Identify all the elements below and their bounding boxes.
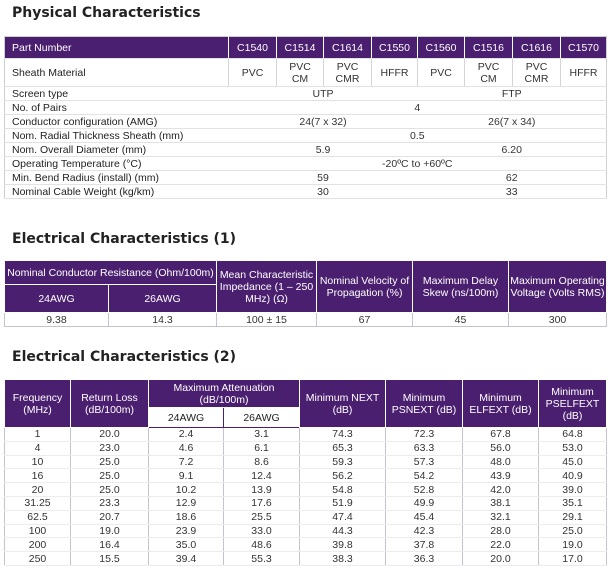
return-loss-value: 16.4 [71,538,149,552]
row-value: 6.20 [418,143,607,157]
elfext-value: 42.0 [463,483,539,497]
voltage-value: 300 [509,313,607,327]
psnext-value: 36.3 [386,552,463,566]
awg26-header: 26AWG [109,285,217,313]
next-value: 44.3 [300,524,386,538]
frequency-value: 16 [5,469,71,483]
psnext-value: 57.3 [386,455,463,469]
att26-value: 48.6 [224,538,300,552]
att26-value: 17.6 [224,496,300,510]
electrical2-table [4,379,607,566]
electrical1-title: Electrical Characteristics (1) [12,231,237,247]
row-value: 30 [229,185,418,199]
electrical2-data-row [5,441,607,455]
temperature-row [5,157,607,171]
row-label: Screen type [5,87,229,101]
row-value: 5.9 [229,143,418,157]
elfext-value: 48.0 [463,455,539,469]
row-value: 26(7 x 34) [418,115,607,129]
next-value: 47.4 [300,510,386,524]
return-loss-value: 25.0 [71,455,149,469]
part-number-cell: C1570 [561,37,607,59]
row-value: 24(7 x 32) [229,115,418,129]
row-value: 62 [418,171,607,185]
part-number-cell: C1550 [372,37,418,59]
frequency-value: 62.5 [5,510,71,524]
pselfext-value: 40.9 [539,469,607,483]
return-loss-value: 25.0 [71,483,149,497]
electrical2-header-row [5,380,607,408]
row-label: Nominal Cable Weight (kg/km) [5,185,229,199]
att24-value: 10.2 [149,483,224,497]
resistance-header: Nominal Conductor Resistance (Ohm/100m) [5,261,217,285]
pselfext-value: 53.0 [539,441,607,455]
psnext-value: 45.4 [386,510,463,524]
electrical2-data-row [5,455,607,469]
elfext-value: 43.9 [463,469,539,483]
row-label: No. of Pairs [5,101,229,115]
att24-value: 12.9 [149,496,224,510]
electrical2-data-row [5,510,607,524]
velocity-value: 67 [317,313,413,327]
next-value: 38.3 [300,552,386,566]
att26-value: 33.0 [224,524,300,538]
part-number-cell: C1614 [324,37,372,59]
return-loss-value: 23.0 [71,441,149,455]
elfext-header: Minimum ELFEXT (dB) [463,380,539,428]
elfext-value: 38.1 [463,496,539,510]
att24-value: 7.2 [149,455,224,469]
next-value: 51.9 [300,496,386,510]
next-value: 74.3 [300,428,386,442]
psnext-value: 52.8 [386,483,463,497]
att26-value: 12.4 [224,469,300,483]
next-value: 54.8 [300,483,386,497]
electrical1-table [4,260,607,327]
physical-title: Physical Characteristics [12,5,201,21]
electrical2-data-row [5,428,607,442]
sheath-cell: HFFR [372,59,418,87]
elfext-value: 20.0 [463,552,539,566]
next-value: 39.8 [300,538,386,552]
pselfext-header: Minimum PSELFEXT (dB) [539,380,607,428]
thickness-row [5,129,607,143]
skew-value: 45 [413,313,509,327]
electrical2-data-row [5,552,607,566]
psnext-value: 72.3 [386,428,463,442]
pselfext-value: 25.0 [539,524,607,538]
att24-value: 23.9 [149,524,224,538]
conductor-row [5,115,607,129]
sheath-cell: PVC CMR [513,59,561,87]
row-value: 33 [418,185,607,199]
physical-table [4,36,607,199]
part-number-cell: C1514 [277,37,324,59]
sheath-cell: PVC CM [277,59,324,87]
part-number-row [5,37,607,59]
sheath-row [5,59,607,87]
return-loss-value: 20.7 [71,510,149,524]
row-value: 59 [229,171,418,185]
resistance-26-value: 14.3 [109,313,217,327]
row-label: Nom. Radial Thickness Sheath (mm) [5,129,229,143]
att24-value: 18.6 [149,510,224,524]
return-loss-value: 25.0 [71,469,149,483]
pselfext-value: 64.8 [539,428,607,442]
part-number-cell: C1540 [229,37,277,59]
diameter-row [5,143,607,157]
row-label: Operating Temperature (°C) [5,157,229,171]
attenuation-header: Maximum Attenuation (dB/100m) [149,380,300,408]
pselfext-value: 29.1 [539,510,607,524]
att24-value: 4.6 [149,441,224,455]
screen-row [5,87,607,101]
frequency-header: Frequency (MHz) [5,380,71,428]
row-value: UTP [229,87,418,101]
electrical2-data-row [5,538,607,552]
next-value: 65.3 [300,441,386,455]
row-label: Conductor configuration (AMG) [5,115,229,129]
awg24-header: 24AWG [5,285,109,313]
electrical2-data-row [5,483,607,497]
row-label: Min. Bend Radius (install) (mm) [5,171,229,185]
sheath-cell: PVC [229,59,277,87]
sheath-cell: HFFR [561,59,607,87]
row-value: 4 [229,101,607,115]
return-loss-value: 19.0 [71,524,149,538]
weight-row [5,185,607,199]
row-value: 0.5 [229,129,607,143]
att24-value: 2.4 [149,428,224,442]
pselfext-value: 19.0 [539,538,607,552]
row-label: Nom. Overall Diameter (mm) [5,143,229,157]
att26-value: 13.9 [224,483,300,497]
bend-row [5,171,607,185]
electrical2-data-row [5,524,607,538]
resistance-24-value: 9.38 [5,313,109,327]
frequency-value: 100 [5,524,71,538]
att26-value: 6.1 [224,441,300,455]
return-loss-header: Return Loss (dB/100m) [71,380,149,428]
part-number-label: Part Number [5,37,229,59]
part-number-cell: C1516 [465,37,513,59]
psnext-value: 37.8 [386,538,463,552]
voltage-header: Maximum Operating Voltage (Volts RMS) [509,261,607,313]
elfext-value: 28.0 [463,524,539,538]
pselfext-value: 45.0 [539,455,607,469]
impedance-value: 100 ± 15 [217,313,317,327]
sheath-cell: PVC CM [465,59,513,87]
impedance-header: Mean Characteristic Impedance (1 – 250 MHz) (Ω) [217,261,317,313]
att26-value: 55.3 [224,552,300,566]
psnext-value: 54.2 [386,469,463,483]
next-value: 59.3 [300,455,386,469]
att26-header: 26AWG [224,408,300,428]
att26-value: 8.6 [224,455,300,469]
electrical1-data-row [5,313,607,327]
frequency-value: 31.25 [5,496,71,510]
att24-value: 35.0 [149,538,224,552]
row-value: -20ºC to +60ºC [229,157,607,171]
row-value: FTP [418,87,607,101]
part-number-cell: C1616 [513,37,561,59]
elfext-value: 67.8 [463,428,539,442]
pselfext-value: 39.0 [539,483,607,497]
att24-value: 9.1 [149,469,224,483]
frequency-value: 10 [5,455,71,469]
att26-value: 3.1 [224,428,300,442]
psnext-value: 42.3 [386,524,463,538]
sheath-cell: PVC CMR [324,59,372,87]
next-value: 56.2 [300,469,386,483]
skew-header: Maximum Delay Skew (ns/100m) [413,261,509,313]
part-number-cell: C1560 [418,37,465,59]
sheath-cell: PVC [418,59,465,87]
pairs-row [5,101,607,115]
att24-value: 39.4 [149,552,224,566]
velocity-header: Nominal Velocity of Propagation (%) [317,261,413,313]
electrical2-data-row [5,496,607,510]
return-loss-value: 15.5 [71,552,149,566]
psnext-value: 49.9 [386,496,463,510]
electrical1-header-row [5,261,607,285]
frequency-value: 4 [5,441,71,455]
elfext-value: 32.1 [463,510,539,524]
return-loss-value: 23.3 [71,496,149,510]
frequency-value: 200 [5,538,71,552]
frequency-value: 250 [5,552,71,566]
next-header: Minimum NEXT (dB) [300,380,386,428]
pselfext-value: 35.1 [539,496,607,510]
elfext-value: 22.0 [463,538,539,552]
frequency-value: 20 [5,483,71,497]
sheath-label: Sheath Material [5,59,229,87]
elfext-value: 56.0 [463,441,539,455]
psnext-value: 63.3 [386,441,463,455]
att26-value: 25.5 [224,510,300,524]
electrical2-body [5,428,607,566]
pselfext-value: 17.0 [539,552,607,566]
electrical2-data-row [5,469,607,483]
frequency-value: 1 [5,428,71,442]
electrical2-title: Electrical Characteristics (2) [12,349,237,365]
psnext-header: Minimum PSNEXT (dB) [386,380,463,428]
return-loss-value: 20.0 [71,428,149,442]
att24-header: 24AWG [149,408,224,428]
